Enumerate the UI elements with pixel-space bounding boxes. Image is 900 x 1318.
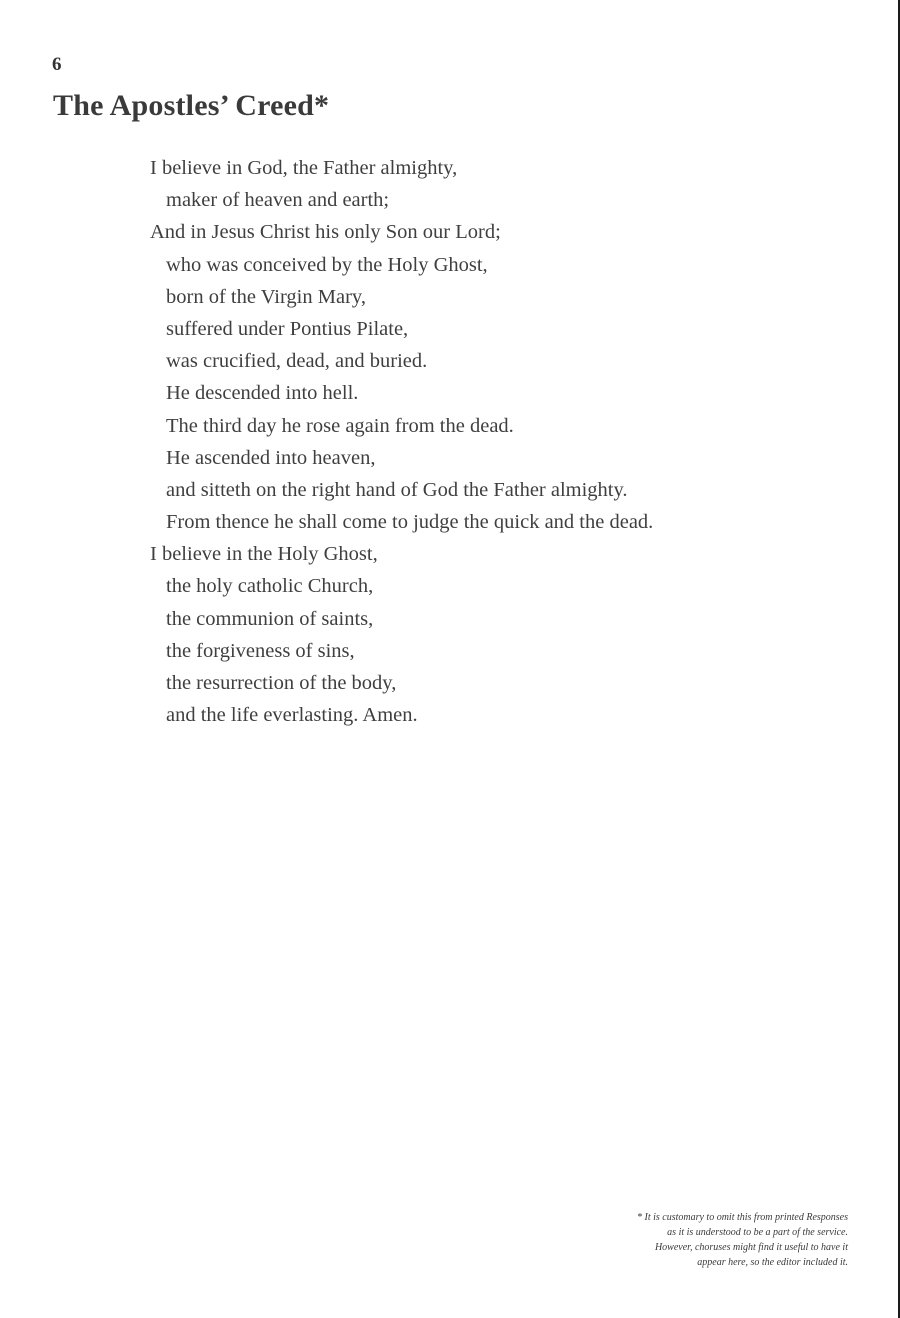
creed-line: born of the Virgin Mary,: [166, 285, 366, 308]
page-number: 6: [52, 54, 62, 75]
creed-line: and the life everlasting. Amen.: [166, 704, 418, 727]
creed-text: [150, 152, 653, 731]
creed-line: suffered under Pontius Pilate,: [166, 317, 409, 340]
creed-line: the resurrection of the body,: [166, 672, 397, 694]
creed-line: The third day he rose again from the dead.: [166, 414, 514, 437]
creed-line: who was conceived by the Holy Ghost,: [166, 253, 488, 276]
creed-line: I believe in God, the Father almighty,: [150, 157, 458, 179]
creed-line: And in Jesus Christ his only Son our Lord;: [150, 221, 501, 244]
creed-line: From thence he shall come to judge the quick and the dead.: [166, 511, 654, 534]
creed-line: and sitteth on the right hand of God the Father almighty.: [166, 478, 628, 501]
creed-line: was crucified, dead, and buried.: [166, 350, 428, 373]
creed-line: the holy catholic Church,: [166, 575, 374, 598]
footnote-line: * It is customary to omit this from printed Responses: [636, 1212, 848, 1223]
page-title: The Apostles’ Creed*: [53, 89, 330, 122]
creed-line: I believe in the Holy Ghost,: [150, 543, 378, 566]
creed-line: the communion of saints,: [166, 607, 374, 630]
footnote-line: appear here, so the editor included it.: [697, 1257, 848, 1268]
creed-line: He descended into hell.: [166, 382, 359, 405]
footnote-line: as it is understood to be a part of the service.: [667, 1227, 848, 1238]
footnote-line: However, choruses might find it useful to have it: [654, 1242, 848, 1253]
creed-line: maker of heaven and earth;: [166, 189, 390, 212]
creed-line: the forgiveness of sins,: [166, 639, 355, 662]
creed-line: He ascended into heaven,: [166, 446, 376, 469]
footnote: [548, 1210, 848, 1270]
